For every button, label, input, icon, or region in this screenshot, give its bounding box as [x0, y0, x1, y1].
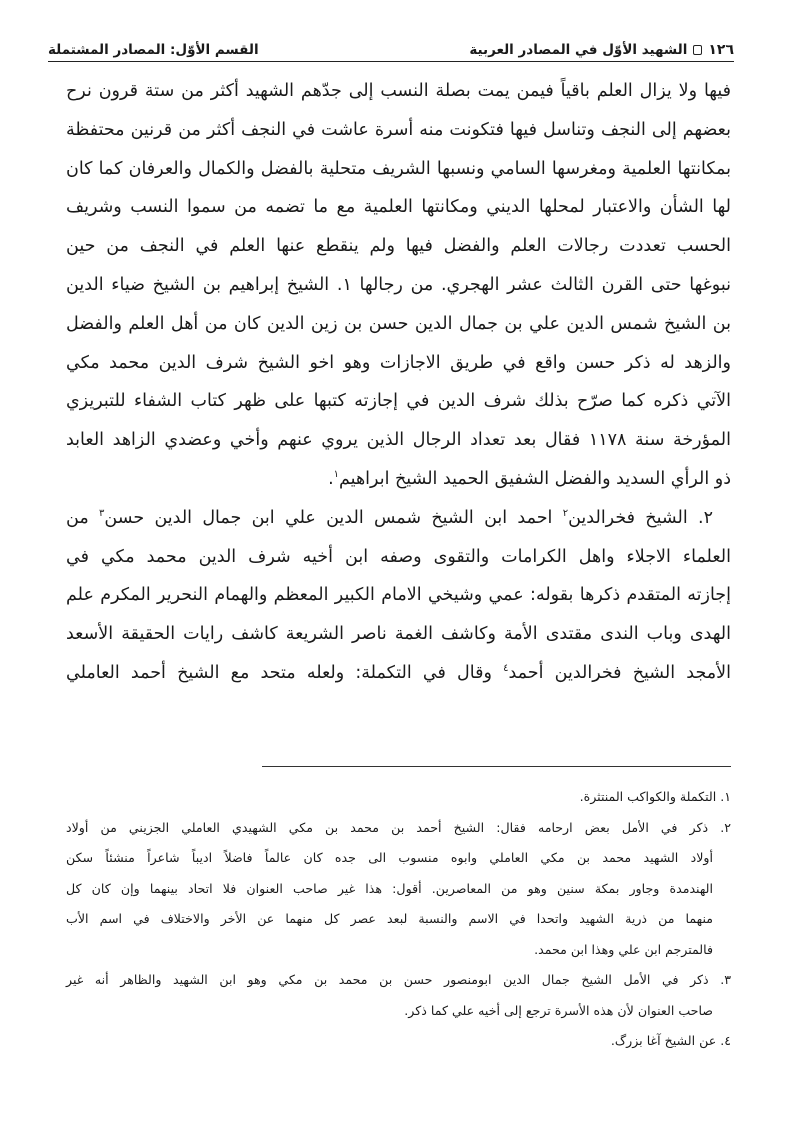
text-line: الهدى وباب الندى مقتدى الأمة وكاشف الغمة ناصر الشريعة كاشف رايات الحقيقة الأسعد: [66, 624, 731, 645]
text-line: والزهد له ذكر حسن واقع في طريق الاجازات وهو اخو الشيخ شرف الدين محمد مكي: [66, 352, 731, 373]
footnote-line: منهما من ذرية الشهيد واتحدا في الاسم والنسبة لبعد عصر كل منهما عن الأخر والاختلاف في اسم الأب: [66, 911, 713, 926]
text-fragment: الأمجد الشيخ فخرالدين أحمد: [508, 662, 731, 683]
footnote-divider: [262, 766, 731, 767]
header-book-info: [469, 42, 734, 58]
page-number: ١٢٦: [708, 42, 734, 58]
footnote-1: [66, 782, 731, 813]
section-title: القسم الأوّل: المصادر المشتملة: [48, 42, 259, 58]
footnote-3: [66, 965, 731, 1026]
text-line: العلماء الاجلاء واهل الكرامات والتقوى وصفه ابن أخيه شرف الدين محمد مكي في: [66, 546, 731, 567]
text-fragment: .: [328, 468, 334, 489]
text-line: [66, 499, 731, 538]
square-box-icon: [693, 45, 702, 55]
footnote-4: [66, 1026, 731, 1057]
footnote-line: ٢. ذكر في الأمل بعض ارحامه فقال: الشيخ أحمد بن محمد بن مكي الشهيدي العاملي الجزيني من أولاد: [66, 819, 731, 835]
footnote-2: [66, 813, 731, 966]
text-fragment: ٢. الشيخ فخرالدين: [568, 507, 713, 528]
footnote-ref[interactable]: ٢: [562, 507, 569, 519]
text-line: [66, 654, 731, 693]
text-line: بعضهم إلى النجف وتناسل فيها فتكونت منه أسرة عاشت في النجف أكثر من قرنين محتفظة: [66, 119, 731, 140]
footnote-line: ١. التكملة والكواكب المنتثرة.: [579, 789, 731, 804]
text-line: لها الشأن والاعتبار لمحلها الديني ومكانتها العلمية مع ما تضمه من سموا النسب وشريف: [66, 197, 731, 218]
text-line: الحسب تعددت رجالات العلم والفضل فيها ولم ينقطع عنها العلم في النجف من حين: [66, 236, 731, 257]
footnotes: [66, 782, 731, 1057]
text-line: المؤرخة سنة ١١٧٨ فقال بعد تعداد الرجال الذين يروي عنهم وأخي وعضدي الزاهد العابد: [66, 430, 731, 451]
text-line: بمكانتها العلمية ومغرسها السامي ونسبها الشريف متحلية بالفضل والكمال والعرفان كما كان: [66, 158, 731, 179]
text-fragment: احمد ابن الشيخ شمس الدين علي ابن جمال الدين حسن: [104, 507, 553, 528]
text-line: الآتي ذكره كما صرّح بذلك شرف الدين في إجازته كتبها على ظهر كتاب الشفاء للتبريزي: [66, 391, 731, 412]
text-fragment: ذو الرأي السديد والفضل الشفيق الحميد الشيخ ابراهيم: [339, 468, 731, 489]
footnote-line: ٤. عن الشيخ آغا بزرگ.: [610, 1033, 731, 1048]
text-line: [66, 460, 731, 499]
footnote-ref[interactable]: ٤: [503, 663, 509, 675]
text-line: بن الشيخ شمس الدين علي بن جمال الدين حسن بن زين الدين كان من أهل العلم والفضل: [66, 313, 731, 334]
footnote-ref[interactable]: ١: [333, 469, 340, 481]
text-line: نبوغها حتى القرن الثالث عشر الهجري. من رجالها ١. الشيخ إبراهيم بن الشيخ ضياء الدين: [66, 274, 732, 295]
main-text: [66, 72, 731, 693]
running-header: [48, 30, 734, 62]
footnote-line: الهندمدة وجاور بمكة سنين وهو من المعاصرين. أقول: هذا غير صاحب العنوان فلا اتحاد بينهما وإن كان كل: [66, 880, 713, 896]
header-section-info: [48, 42, 259, 58]
text-line: إجازته المتقدم ذكرها بقوله: عمي وشيخي الامام الكبير المعظم والهمام النحرير المكرم علم: [66, 585, 731, 606]
text-fragment: وقال في التكملة: ولعله متحد مع الشيخ أحمد العاملي: [66, 662, 492, 683]
footnote-line: فالمترجم ابن علي وهذا ابن محمد.: [534, 941, 713, 957]
footnote-ref[interactable]: ٣: [99, 507, 105, 519]
footnote-line: أولاد الشهيد محمد بن مكي العاملي وابوه منسوب الى جده كان عالماً فاضلاً اديباً شاعراً منشئاً سكن: [66, 850, 713, 865]
footnote-line: صاحب العنوان لأن هذه الأسرة ترجع إلى أخيه علي كما ذكر.: [404, 1002, 713, 1018]
text-line: فيها ولا يزال العلم باقياً فيمن يمت بصلة النسب إلى جدّهم الشهيد أكثر من ستة قرون نرح: [66, 81, 731, 101]
footnote-line: ٣. ذكر في الأمل الشيخ جمال الدين ابومنصور حسن بن محمد بن مكي وهو ابن الشهيد والظاهر أنه غير: [66, 972, 731, 987]
text-fragment: من: [66, 507, 89, 528]
book-title: الشهيد الأوّل في المصادر العربية: [469, 42, 688, 58]
